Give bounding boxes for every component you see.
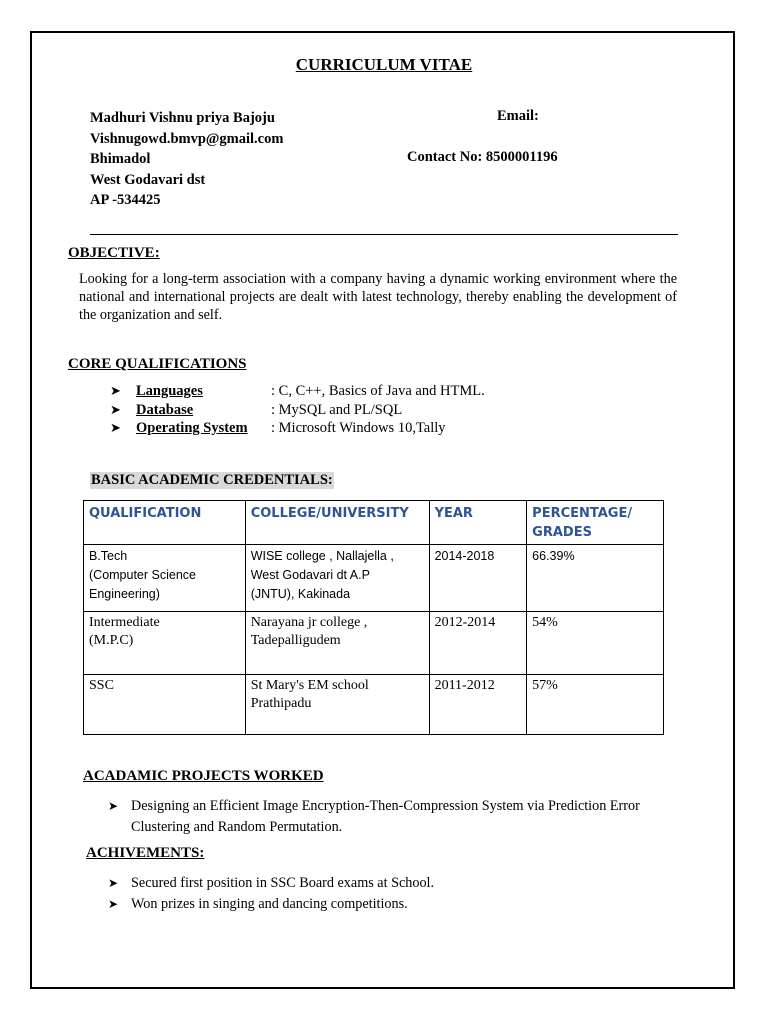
document-title: CURRICULUM VITAE (295, 55, 473, 74)
list-item (110, 401, 485, 420)
address-line: Bhimadol (90, 151, 151, 167)
achievement-text: Won prizes in singing and dancing competitions. (131, 896, 408, 912)
grade-cell: 66.39% (527, 545, 664, 612)
college-cell: WISE college , Nallajella , West Godavari dt A.P (JNTU), Kakinada (245, 545, 429, 612)
table-row (84, 612, 664, 675)
list-item (108, 873, 678, 894)
qualification-value: : MySQL and PL/SQL (271, 401, 403, 418)
column-header: COLLEGE/UNIVERSITY (245, 501, 429, 545)
projects-list (108, 796, 678, 838)
email-label: Email: (497, 108, 539, 124)
table-row (84, 675, 664, 735)
table-header-row (84, 501, 664, 545)
grade-cell: 57% (527, 675, 664, 735)
address-line: AP -534425 (90, 192, 161, 208)
qualification-cell: B.Tech (Computer Science Engineering) (84, 545, 246, 612)
year-cell: 2012-2014 (429, 612, 527, 675)
email-value: Vishnugowd.bmvp@gmail.com (90, 130, 284, 147)
column-header: QUALIFICATION (84, 501, 246, 545)
arrow-bullet-icon: ➤ (108, 897, 119, 911)
project-text: Designing an Efficient Image Encryption-Then-Compression System via Prediction Error Clustering and Random Permutation. (131, 798, 640, 835)
qualification-value: : C, C++, Basics of Java and HTML. (271, 383, 485, 399)
achievements-heading: ACHIVEMENTS: (86, 845, 205, 861)
core-qualifications-heading: CORE QUALIFICATIONS (68, 356, 247, 372)
arrow-bullet-icon: ➤ (108, 799, 119, 813)
list-item (110, 382, 485, 401)
year-cell: 2014-2018 (429, 545, 527, 612)
qualification-cell: Intermediate (M.P.C) (84, 612, 246, 675)
academic-table (83, 500, 664, 735)
objective-heading: OBJECTIVE: (68, 245, 160, 261)
column-header: YEAR (429, 501, 527, 545)
objective-text: Looking for a long-term association with a company having a dynamic working environment where the national and international projects are dealt with latest technology, thereby enabling the development of the organization and self. (79, 271, 677, 323)
column-header: PERCENTAGE/ GRADES (527, 501, 664, 545)
qualification-label: Operating System (136, 420, 248, 436)
divider (90, 234, 678, 235)
qualification-value: : Microsoft Windows 10,Tally (271, 420, 446, 436)
projects-heading: ACADAMIC PROJECTS WORKED (83, 768, 324, 784)
academic-credentials-heading: BASIC ACADEMIC CREDENTIALS: (91, 472, 333, 488)
arrow-bullet-icon: ➤ (110, 420, 121, 435)
contact-block (90, 108, 283, 211)
list-item (108, 796, 678, 838)
list-item (110, 419, 485, 438)
contact-number: Contact No: 8500001196 (407, 149, 558, 165)
core-qualifications-list (110, 382, 485, 438)
arrow-bullet-icon: ➤ (110, 401, 121, 417)
arrow-bullet-icon: ➤ (110, 383, 121, 398)
achievement-text: Secured first position in SSC Board exams at School. (131, 875, 435, 891)
qualification-cell: SSC (84, 675, 246, 735)
college-cell: Narayana jr college , Tadepalligudem (245, 612, 429, 675)
year-cell: 2011-2012 (429, 675, 527, 735)
arrow-bullet-icon: ➤ (108, 876, 119, 890)
list-item (108, 894, 678, 915)
qualification-label: Database (136, 401, 194, 418)
table-row (84, 545, 664, 612)
college-cell: St Mary's EM school Prathipadu (245, 675, 429, 735)
candidate-name: Madhuri Vishnu priya Bajoju (90, 110, 275, 126)
address-line: West Godavari dst (90, 171, 206, 188)
grade-cell: 54% (527, 612, 664, 675)
achievements-list (108, 873, 678, 915)
qualification-label: Languages (136, 383, 203, 399)
